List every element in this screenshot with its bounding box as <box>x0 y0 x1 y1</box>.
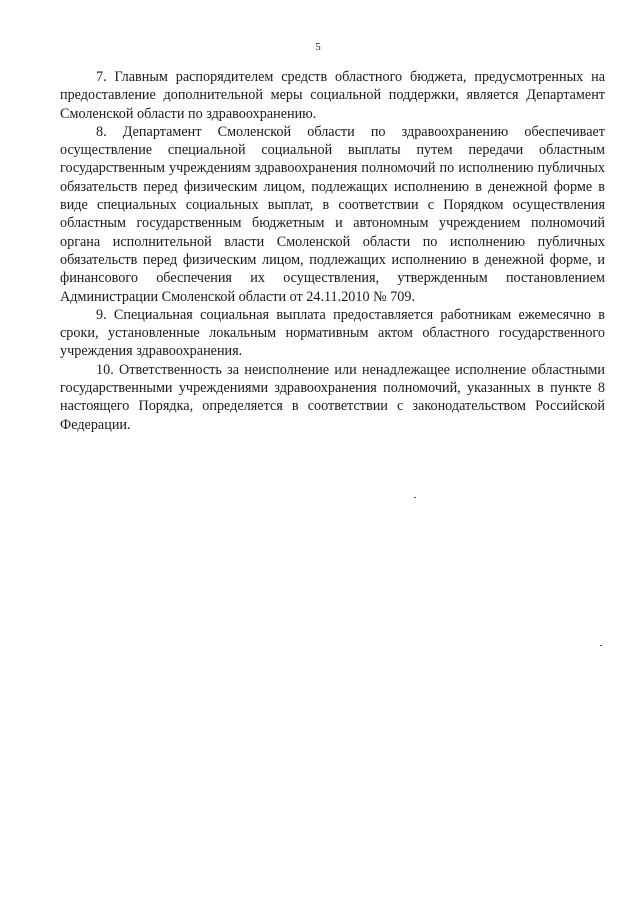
page-number: 5 <box>315 41 321 53</box>
paragraph-7: 7. Главным распорядителем средств областного бюджета, предусмотренных на предоставление дополнительной меры социальной поддержки, является Департамент Смоленской области по здравоохранению. <box>60 69 605 122</box>
scan-speck <box>600 645 602 646</box>
paragraph-8: 8. Департамент Смоленской области по здравоохранению обеспечивает осуществление специальной социальной выплаты путем передачи областным государственным учреждениям здравоохранения полномочий по исполнению публичных обязательств перед физическим лицом, подлежащих исполнению в денежной форме в виде специальных социальных выплат, в соответствии с Порядком осуществления областным государственным бюджетным и автономным учреждением полномочий органа исполнительной власти Смоленской области по исполнению публичных обязательств перед физическим лицом, подлежащих исполнению в денежной форме, и финансового обеспечения их осуществления, утвержденным постановлением Администрации Смоленской области от 24.11.2010 № 709. <box>60 123 605 305</box>
scan-speck <box>414 497 416 498</box>
paragraph-10: 10. Ответственность за неисполнение или ненадлежащее исполнение областными государственными учреждениями здравоохранения полномочий, указанных в пункте 8 настоящего Порядка, определяется в соответствии с законодательством Российской Федерации. <box>60 361 605 433</box>
document-body <box>60 68 605 434</box>
paragraph-9: 9. Специальная социальная выплата предоставляется работникам ежемесячно в сроки, установленные локальным нормативным актом областного государственного учреждения здравоохранения. <box>60 306 605 360</box>
